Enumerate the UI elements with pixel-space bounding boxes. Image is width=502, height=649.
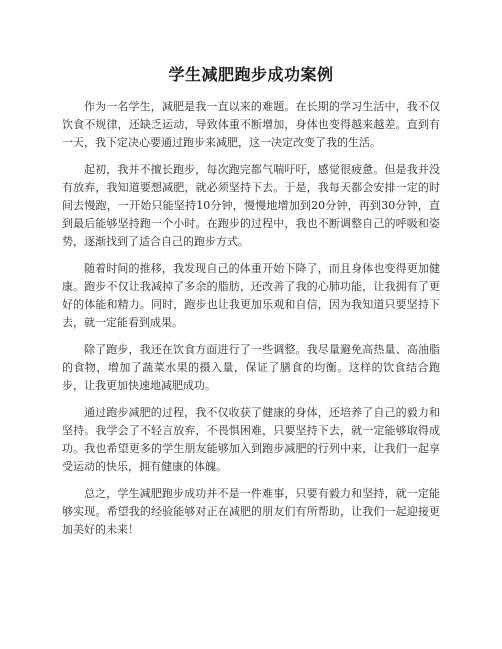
paragraph-3: 随着时间的推移，我发现自己的体重开始下降了，而且身体也变得更加健康。跑步不仅让我减掉了多余的脂肪，还改善了我的心肺功能，让我拥有了更好的体能和精力。同时，跑步也让我更加乐观和自信，因为我知道只要坚持下去，就一定能看到成果。 — [62, 262, 440, 329]
paragraph-1: 作为一名学生，减肥是我一直以来的难题。在长期的学习生活中，我不仅饮食不规律，还缺乏运动，导致体重不断增加，身体也变得越来越差。直到有一天，我下定决心要通过跑步来减肥，这一决定改变了我的生活。 — [62, 100, 440, 149]
paragraph-2: 起初，我并不擅长跑步，每次跑完都气喘吁吁，感觉很疲惫。但是我并没有放弃，我知道要想减肥，就必须坚持下去。于是，我每天都会安排一定的时间去慢跑，一开始只能坚持10分钟，慢慢地增加到20分钟，再到30分钟，直到最后能够坚持跑一个小时。在跑步的过程中，我也不断调整自己的呼吸和姿势，逐渐找到了适合自己的跑步方式。 — [62, 163, 440, 248]
document-title: 学生减肥跑步成功案例 — [168, 65, 334, 84]
document-body — [62, 98, 440, 548]
paragraph-5: 通过跑步减肥的过程，我不仅收获了健康的身体，还培养了自己的毅力和坚持。我学会了不轻言放弃，不畏惧困难，只要坚持下去，就一定能够取得成功。我也希望更多的学生朋友能够加入到跑步减肥的行列中来，让我们一起享受运动的快乐，拥有健康的体魄。 — [62, 406, 440, 473]
paragraph-4: 除了跑步，我还在饮食方面进行了一些调整。我尽量避免高热量、高油脂的食物，增加了蔬菜水果的摄入量，保证了膳食的均衡。这样的饮食结合跑步，让我更加快速地减肥成功。 — [62, 343, 440, 392]
paragraph-6: 总之，学生减肥跑步成功并不是一件难事，只要有毅力和坚持，就一定能够实现。希望我的经验能够对正在减肥的朋友们有所帮助，让我们一起迎接更加美好的未来！ — [62, 487, 440, 536]
